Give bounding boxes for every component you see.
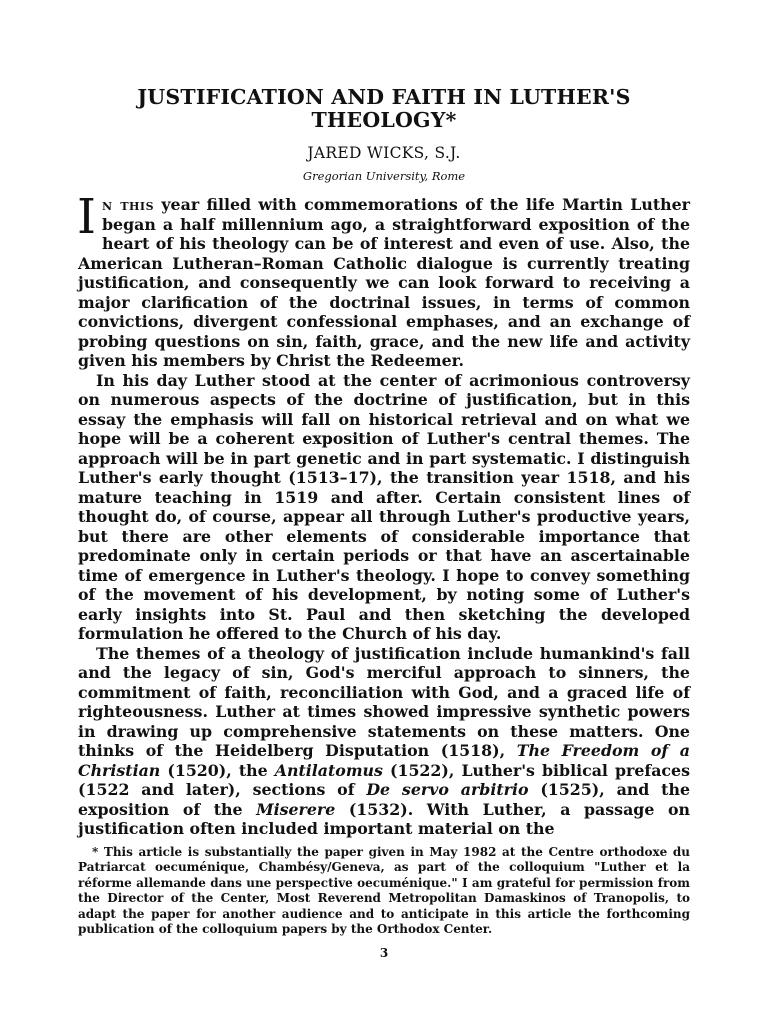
- paragraph-1-text: year filled with commemorations of the life Martin Luther began a half millennium ago, a straightforward exposition of the heart of his theology can be of interest and even of use. Also, the American Lutheran–Roman Catholic dialogue is currently treating justification, and consequently we can look forward to receiving a major clarification of the doctrinal issues, in terms of common convictions, divergent confessional emphases, and an exchange of probing questions on sin, faith, grace, and the new life and activity given his members by Christ the Redeemer.: [78, 195, 690, 370]
- title-line-2: THEOLOGY*: [311, 108, 457, 132]
- author-name: JARED WICKS, S.J.: [307, 144, 461, 162]
- page-number: 3: [379, 945, 389, 960]
- work-title: De servo arbitrio: [366, 780, 529, 799]
- paragraph-3: The themes of a theology of justification include humankind's fall and the legacy of sin, God's merciful approach to sinners, the commitment of faith, reconciliation with God, and a graced life of righteousness. Luther at times showed impressive synthetic powers in drawing up comprehensive statements on these matters. One thinks of the Heidelberg Disputation (1518), The Freedom of a Christian (1520), the Antilatomus (1522), Luther's biblical prefaces (1522 and later), sections of De servo arbitrio (1525), and the exposition of the Miserere (1532). With Luther, a passage on justification often included important material on the: [78, 643, 690, 838]
- author-affiliation: Gregorian University, Rome: [302, 169, 466, 183]
- work-title: Miserere: [256, 799, 336, 819]
- paragraph-2: In his day Luther stood at the center of acrimonious controversy on numerous aspects of the doctrine of justification, but in this essay the emphasis will fall on historical retrieval and on what we hope will be a coherent exposition of Luther's central themes. The approach will be in part genetic and in part systematic. I distinguish Luther's early thought (1513–17), the transition year 1518, and his mature teaching in 1519 and after. Certain consistent lines of thought do, of course, appear all through Luther's productive years, but there are other elements of considerable importance that predominate only in certain periods or that have an ascertainable time of emergence in Luther's theology. I hope to convey something of the movement of his development, by noting some of Luther's early insights into St. Paul and then sketching the developed formulation he offered to the Church of his day.: [78, 370, 690, 643]
- work-title: The Freedom of a Christian: [78, 741, 690, 780]
- footnote-text: * This article is substantially the paper given in May 1982 at the Centre orthodoxe du Patriarcat oecuménique, Chambésy/Geneva, as part of the colloquium "Luther et la réforme allemande dans une perspective oecuménique." I am grateful for permission from the Director of the Center, Most Reverend Metropolitan Damaskinos of Tranopolis, to adapt the paper for another audience and to anticipate in this article the forthcoming publication of the colloquium papers by the Orthodox Center.: [78, 844, 690, 936]
- drop-cap: I: [77, 189, 96, 245]
- paragraph-1: [77, 189, 690, 371]
- work-title: Antilatomus: [274, 760, 383, 780]
- lead-in-smallcaps: n this: [101, 195, 155, 214]
- title-line-1: JUSTIFICATION AND FAITH IN LUTHER'S: [137, 85, 631, 109]
- article-title: [78, 86, 690, 132]
- article-page: [78, 86, 690, 960]
- article-body: [77, 189, 690, 839]
- footnote: [78, 845, 690, 938]
